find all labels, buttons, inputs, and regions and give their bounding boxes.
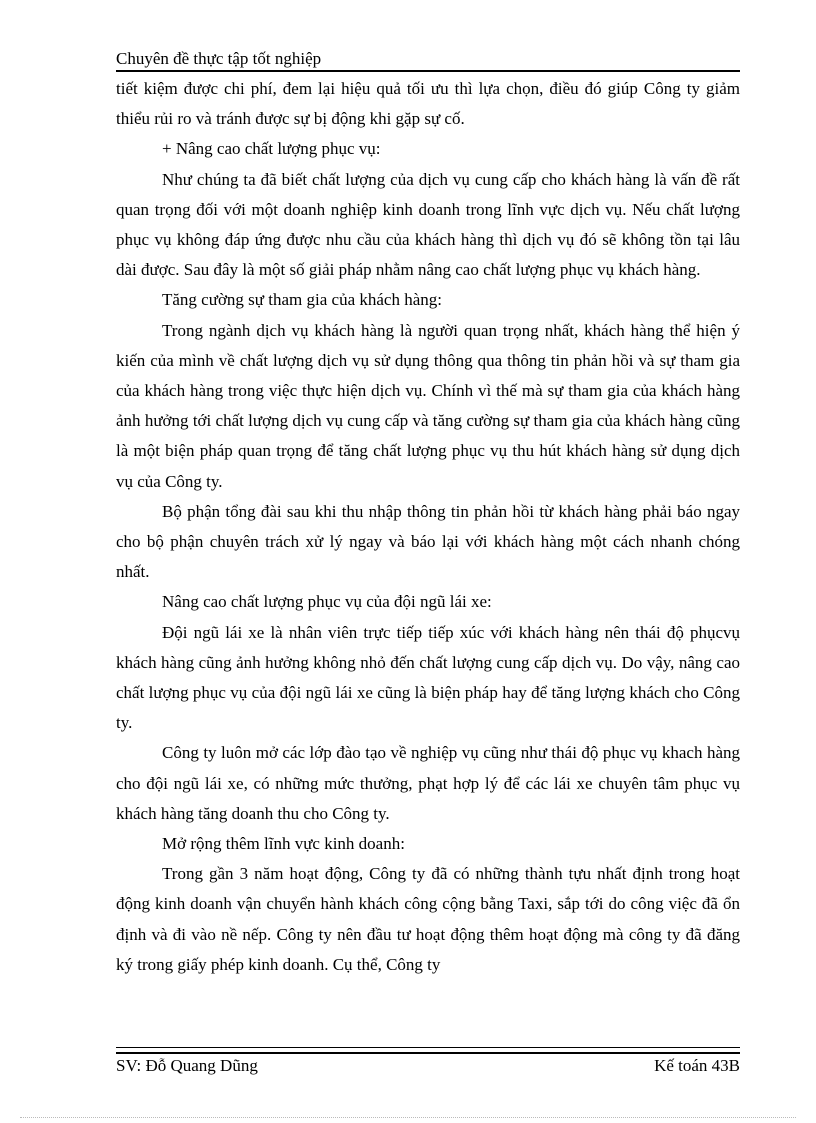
paragraph-service-quality: Như chúng ta đã biết chất lượng của dịch vụ cung cấp cho khách hàng là vấn đề rất quan trọng đối với một doanh nghiệp kinh doanh trong lĩnh vực dịch vụ. Nếu chất lượng phục vụ không đáp ứng được nhu cầu của khách hàng thì dịch vụ đó sẽ không tồn tại lâu dài được. Sau đây là một số giải pháp nhằm nâng cao chất lượng phục vụ khách hàng. — [116, 169, 740, 280]
page-header — [116, 48, 740, 70]
subheading-driver-quality: Nâng cao chất lượng phục vụ của đội ngũ lái xe: — [162, 592, 492, 612]
paragraph-driver-training: Công ty luôn mở các lớp đào tạo về nghiệp vụ cũng như thái độ phục vụ khach hàng cho đội ngũ lái xe, có những mức thưởng, phạt hợp lý để các lái xe chuyên tâm phục vụ khách hàng tăng doanh thu cho Công ty. — [116, 743, 740, 823]
page-edge-divider — [20, 1117, 796, 1118]
header-divider — [116, 70, 740, 72]
paragraph-driver-quality: Đội ngũ lái xe là nhân viên trực tiếp tiếp xúc với khách hàng nên thái độ phụcvụ khách hàng cũng ảnh hưởng không nhỏ đến chất lượng cung cấp dịch vụ. Do vậy, nâng cao chất lượng phục vụ của đội ngũ lái xe cũng là biện pháp hay để tăng lượng khách cho Công ty. — [116, 622, 740, 733]
section-heading-service-quality: + Nâng cao chất lượng phục vụ: — [162, 139, 381, 159]
paragraph-switchboard: Bộ phận tổng đài sau khi thu nhập thông tin phản hồi từ khách hàng phải báo ngay cho bộ phận chuyên trách xử lý ngay và báo lại với khách hàng một cách nhanh chóng nhất. — [116, 501, 740, 582]
subheading-business-expansion: Mở rộng thêm lĩnh vực kinh doanh: — [162, 834, 405, 854]
paragraph-business-expansion: Trong gần 3 năm hoạt động, Công ty đã có những thành tựu nhất định trong hoạt động kinh doanh vận chuyển hành khách công cộng bằng Taxi, sắp tới do công việc đã ổn định và đi vào nề nếp. Công ty nên đầu tư hoạt động thêm hoạt động mà công ty đã đăng ký trong giấy phép kinh doanh. Cụ thể, Công ty — [116, 864, 740, 974]
footer-class: Kế toán 43B — [654, 1056, 740, 1075]
subheading-customer-participation: Tăng cường sự tham gia của khách hàng: — [162, 290, 442, 310]
paragraph-continuation: tiết kiệm được chi phí, đem lại hiệu quả tối ưu thì lựa chọn, điều đó giúp Công ty giảm thiểu rủi ro và tránh được sự bị động khi gặp sự cố. — [116, 79, 740, 129]
page-footer — [116, 1055, 740, 1077]
footer-divider — [116, 1047, 740, 1054]
paragraph-customer-participation: Trong ngành dịch vụ khách hàng là người quan trọng nhất, khách hàng thể hiện ý kiến của mình về chất lượng dịch vụ sử dụng thông qua thông tin phản hồi và sự tham gia của khách hàng trong việc thực hiện dịch vụ. Chính vì thế mà sự tham gia của khách hàng ảnh hưởng tới chất lượng dịch vụ cung cấp và tăng cường sự tham gia của khách hàng cũng là một biện pháp quan trọng để tăng chất lượng phục vụ thu hút khách hàng sử dụng dịch vụ của Công ty. — [116, 320, 740, 491]
document-body — [116, 74, 740, 980]
footer-student: SV: Đỗ Quang Dũng — [116, 1056, 258, 1075]
header-title: Chuyên đề thực tập tốt nghiệp — [116, 49, 322, 68]
